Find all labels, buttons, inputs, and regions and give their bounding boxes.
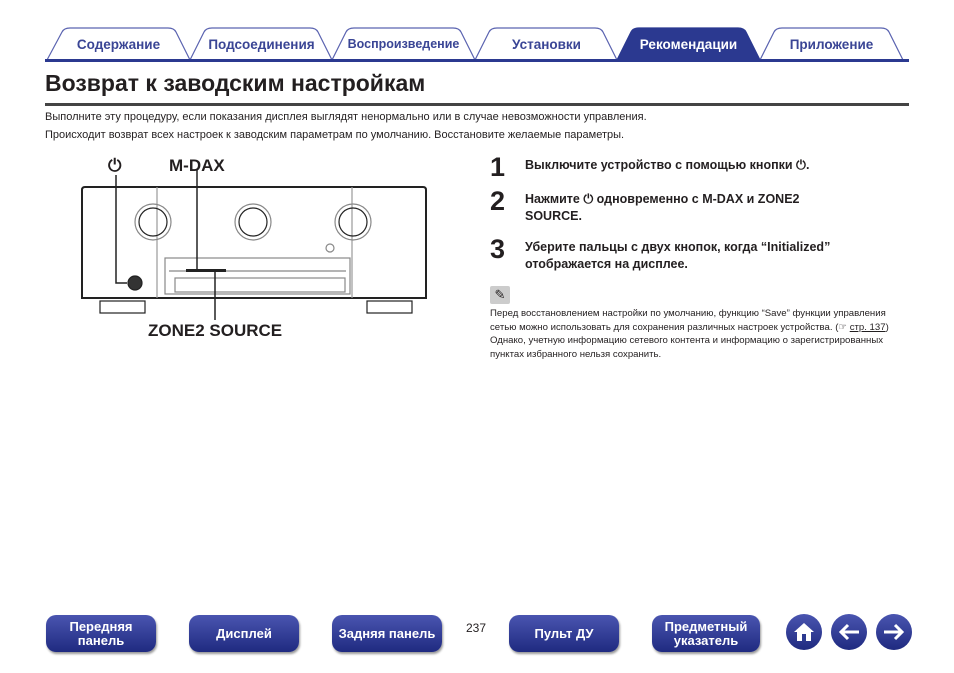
- home-icon[interactable]: [786, 614, 822, 650]
- remote-button[interactable]: Пульт ДУ: [509, 615, 619, 652]
- mdax-label: M-DAX: [169, 156, 225, 175]
- pencil-icon: ✎: [490, 286, 510, 304]
- step-1-text: Выключите устройство с помощью кнопки ⏻.: [525, 158, 810, 172]
- tab-playback[interactable]: Воспроизведение: [347, 37, 460, 51]
- step-3-text: Уберите пальцы с двух кнопок, когда “Initialized” отображается на дисплее.: [525, 240, 831, 271]
- zone2-source-label: ZONE2 SOURCE: [148, 321, 283, 340]
- note-paragraph-1: Перед восстановлением настройки по умолчанию, функцию “Save” функции управления сетью можно использовать для сохранения различных настроек устройства.: [490, 308, 886, 333]
- page-title: Возврат к заводским настройкам: [45, 70, 426, 96]
- note-text: Перед восстановлением настройки по умолчанию, функцию “Save” функции управления сетью можно использовать для сохранения различных настроек устройства. (☞ стр. 137) Однако, учетную информацию сетевого контента и информацию о зарегистрированных пунктах избранного нельзя сохранить.: [490, 308, 889, 360]
- page-reference-link[interactable]: стр. 137: [849, 321, 886, 333]
- callout-lines: [100, 170, 240, 330]
- page-number: 237: [466, 621, 487, 635]
- tab-connections[interactable]: Подсоединения: [208, 36, 315, 52]
- title-divider: [45, 103, 909, 106]
- step-1-number: 1: [490, 152, 506, 182]
- tab-contents[interactable]: Содержание: [76, 36, 161, 52]
- back-arrow-icon[interactable]: [831, 614, 867, 650]
- tab-appendix[interactable]: Приложение: [789, 36, 874, 52]
- power-button-label: ⏻: [108, 156, 122, 175]
- intro-line-1: Выполните эту процедуру, если показания дисплея выглядят ненормально или в случае невозможности управления.: [45, 111, 647, 123]
- tab-settings[interactable]: Установки: [512, 36, 581, 52]
- intro-line-2: Происходит возврат всех настроек к заводским параметрам по умолчанию. Восстановите желаемые параметры.: [45, 129, 625, 141]
- step-2-number: 2: [490, 186, 506, 216]
- forward-arrow-icon[interactable]: [876, 614, 912, 650]
- reference-icon: ☞: [838, 321, 848, 333]
- tab-tips[interactable]: Рекомендации: [639, 36, 738, 52]
- step-3-number: 3: [490, 234, 506, 264]
- front-panel-button[interactable]: Передняя панель: [46, 615, 156, 652]
- index-button[interactable]: Предметный указатель: [652, 615, 760, 652]
- step-2-text: Нажмите ⏻ одновременно с M-DAX и ZONE2 SOURCE.: [525, 192, 800, 223]
- note-paragraph-2: Однако, учетную информацию сетевого контента и информацию о зарегистрированных пунктах избранного нельзя сохранить.: [490, 335, 884, 360]
- display-button[interactable]: Дисплей: [189, 615, 299, 652]
- rear-panel-button[interactable]: Задняя панель: [332, 615, 442, 652]
